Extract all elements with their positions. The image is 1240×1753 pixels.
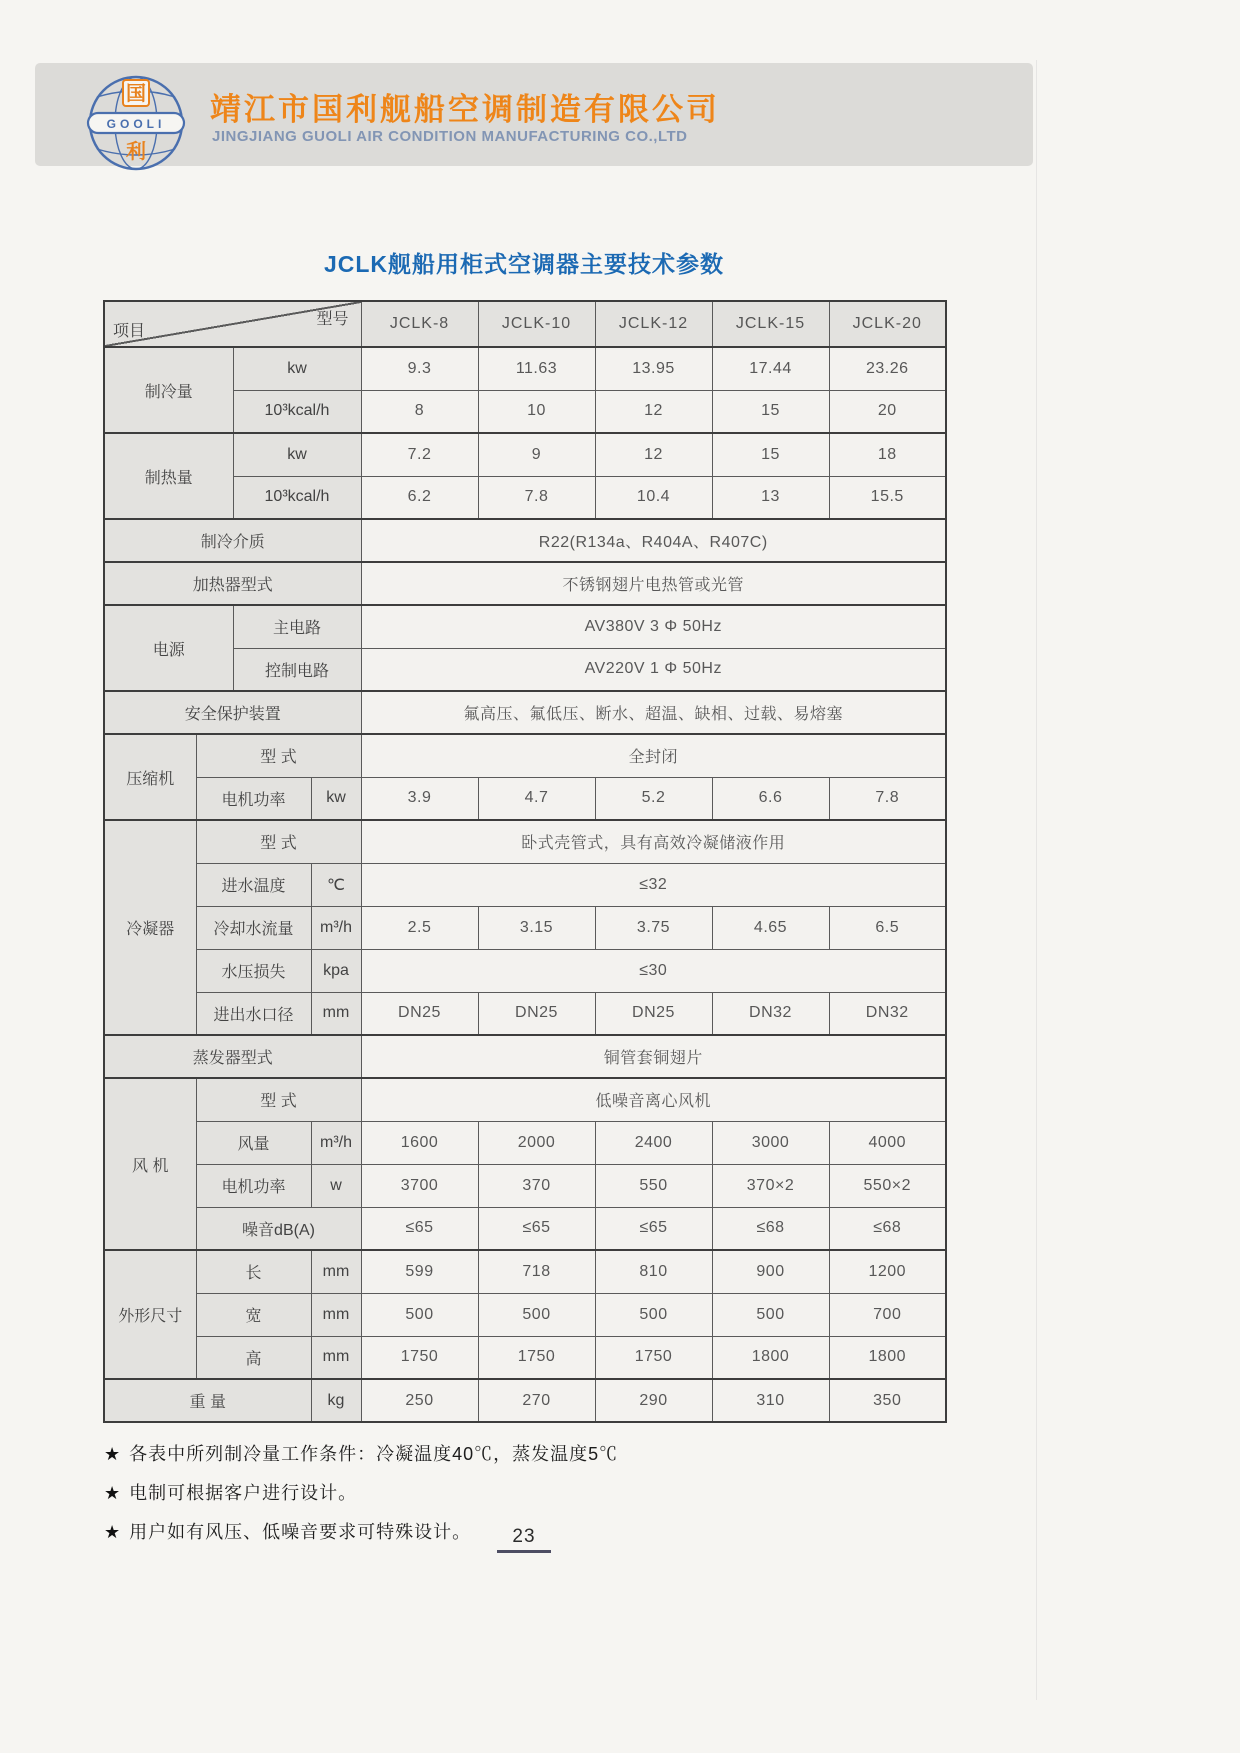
footnote-line [104,1479,618,1505]
unit-label: kw [233,433,361,476]
row-label-height: 高 [196,1336,311,1379]
footnote-text: 各表中所列制冷量工作条件：冷凝温度40℃，蒸发温度5℃ [129,1444,619,1464]
value-cell: 9.3 [361,347,478,390]
value-cell: 7.2 [361,433,478,476]
merged-value-cell: 全封闭 [361,734,946,777]
logo-bottom-character: 利 [126,141,146,163]
value-cell: 5.2 [595,777,712,820]
value-cell: DN25 [595,992,712,1035]
row-label-heater: 加热器型式 [104,562,361,605]
group-label-dimensions: 外形尺寸 [104,1250,196,1379]
row-height [104,1336,946,1379]
value-cell: 6.6 [712,777,829,820]
corner-cell [104,301,361,347]
group-label-heating: 制热量 [104,433,233,519]
value-cell: 1750 [595,1336,712,1379]
row-label-type: 型 式 [196,820,361,863]
value-cell: 8 [361,390,478,433]
value-cell: 15 [712,390,829,433]
value-cell: 6.2 [361,476,478,519]
row-weight [104,1379,946,1422]
value-cell: 500 [712,1293,829,1336]
value-cell: 3.9 [361,777,478,820]
value-cell: 500 [595,1293,712,1336]
value-cell: 2.5 [361,906,478,949]
model-header: JCLK-10 [478,301,595,347]
value-cell: 500 [361,1293,478,1336]
value-cell: 718 [478,1250,595,1293]
value-cell: 350 [829,1379,946,1422]
value-cell: 15.5 [829,476,946,519]
value-cell: 1800 [829,1336,946,1379]
row-label-safety: 安全保护装置 [104,691,361,734]
value-cell: ≤65 [595,1207,712,1250]
corner-label-item: 项目 [113,323,146,340]
group-label-cooling: 制冷量 [104,347,233,433]
unit-label: m³/h [311,1121,361,1164]
value-cell: 1750 [478,1336,595,1379]
row-evaporator [104,1035,946,1078]
table-header-row [104,301,946,347]
value-cell: 13 [712,476,829,519]
row-label-pressure-loss: 水压损失 [196,949,311,992]
star-icon: ★ [104,1444,122,1464]
row-refrigerant [104,519,946,562]
row-cooling-kw [104,347,946,390]
merged-value-cell: 氟高压、氟低压、断水、超温、缺相、过载、易熔塞 [361,691,946,734]
row-compressor-power [104,777,946,820]
value-cell: 13.95 [595,347,712,390]
unit-label: 10³kcal/h [233,390,361,433]
row-label-type: 型 式 [196,1078,361,1121]
footnote-text: 用户如有风压、低噪音要求可特殊设计。 [129,1522,472,1542]
value-cell: 270 [478,1379,595,1422]
value-cell: 310 [712,1379,829,1422]
value-cell: 4.7 [478,777,595,820]
group-label-power: 电源 [104,605,233,691]
value-cell: 500 [478,1293,595,1336]
row-label-motor-power: 电机功率 [196,777,311,820]
merged-value-cell: AV220V 1 Φ 50Hz [361,648,946,691]
merged-value-cell: 不锈钢翅片电热管或光管 [361,562,946,605]
value-cell: 4.65 [712,906,829,949]
row-label-length: 长 [196,1250,311,1293]
row-inlet-temp [104,863,946,906]
row-noise [104,1207,946,1250]
merged-value-cell: 铜管套铜翅片 [361,1035,946,1078]
unit-label: kg [311,1379,361,1422]
merged-value-cell: ≤32 [361,863,946,906]
value-cell: 810 [595,1250,712,1293]
value-cell: 3.75 [595,906,712,949]
value-cell: ≤68 [712,1207,829,1250]
value-cell: 550 [595,1164,712,1207]
value-cell: 700 [829,1293,946,1336]
value-cell: DN25 [478,992,595,1035]
value-cell: 18 [829,433,946,476]
group-label-condenser: 冷凝器 [104,820,196,1035]
value-cell: 10.4 [595,476,712,519]
unit-label: kw [233,347,361,390]
row-label-noise: 噪音dB(A) [196,1207,361,1250]
value-cell: DN32 [712,992,829,1035]
value-cell: 7.8 [478,476,595,519]
row-label-type: 型 式 [196,734,361,777]
row-power-main [104,605,946,648]
value-cell: 3700 [361,1164,478,1207]
merged-value-cell: R22(R134a、R404A、R407C) [361,519,946,562]
unit-label: mm [311,1336,361,1379]
value-cell: 370 [478,1164,595,1207]
unit-label: m³/h [311,906,361,949]
page-number: 23 [497,1526,550,1553]
company-name-chinese: 靖江市国利舰船空调制造有限公司 [210,92,720,127]
row-heating-kw [104,433,946,476]
logo-band-text: GOOLI [106,117,166,131]
row-length [104,1250,946,1293]
unit-label: mm [311,1250,361,1293]
row-label-inlet-temp: 进水温度 [196,863,311,906]
corner-label-model: 型号 [316,311,349,328]
row-label-weight: 重 量 [104,1379,311,1422]
row-fan-type [104,1078,946,1121]
page-title: JCLK舰船用柜式空调器主要技术参数 [323,251,725,277]
row-label-evaporator: 蒸发器型式 [104,1035,361,1078]
value-cell: 12 [595,433,712,476]
unit-label: w [311,1164,361,1207]
value-cell: 9 [478,433,595,476]
unit-label: kpa [311,949,361,992]
row-compressor-type [104,734,946,777]
value-cell: 10 [478,390,595,433]
merged-value-cell: ≤30 [361,949,946,992]
model-header: JCLK-15 [712,301,829,347]
row-label-refrigerant: 制冷介质 [104,519,361,562]
row-water-flow [104,906,946,949]
unit-label: kw [311,777,361,820]
value-cell: ≤65 [361,1207,478,1250]
page-number-container [103,1526,945,1553]
value-cell: 250 [361,1379,478,1422]
value-cell: 370×2 [712,1164,829,1207]
value-cell: ≤68 [829,1207,946,1250]
value-cell: 3000 [712,1121,829,1164]
value-cell: 1800 [712,1336,829,1379]
value-cell: 3.15 [478,906,595,949]
row-safety [104,691,946,734]
value-cell: 290 [595,1379,712,1422]
company-name-english: JINGJIANG GUOLI AIR CONDITION MANUFACTURING CO.,LTD [212,128,688,145]
value-cell: 900 [712,1250,829,1293]
company-logo [85,70,187,174]
value-cell: 20 [829,390,946,433]
value-cell: 15 [712,433,829,476]
merged-value-cell: AV380V 3 Φ 50Hz [361,605,946,648]
row-fan-motor-power [104,1164,946,1207]
row-pipe-diameter [104,992,946,1035]
row-label-motor-power: 电机功率 [196,1164,311,1207]
row-label-control-circuit: 控制电路 [233,648,361,691]
model-header: JCLK-8 [361,301,478,347]
merged-value-cell: 低噪音离心风机 [361,1078,946,1121]
value-cell: 23.26 [829,347,946,390]
value-cell: 2400 [595,1121,712,1164]
model-header: JCLK-20 [829,301,946,347]
spec-table [103,300,947,1423]
star-icon: ★ [104,1522,122,1542]
footnote-text: 电制可根据客户进行设计。 [129,1483,358,1503]
row-airflow [104,1121,946,1164]
group-label-fan: 风 机 [104,1078,196,1250]
star-icon: ★ [104,1483,122,1503]
row-label-main-circuit: 主电路 [233,605,361,648]
row-label-width: 宽 [196,1293,311,1336]
value-cell: 550×2 [829,1164,946,1207]
value-cell: 17.44 [712,347,829,390]
value-cell: 6.5 [829,906,946,949]
group-label-compressor: 压缩机 [104,734,196,820]
row-label-airflow: 风量 [196,1121,311,1164]
merged-value-cell: 卧式壳管式，具有高效冷凝储液作用 [361,820,946,863]
value-cell: 4000 [829,1121,946,1164]
value-cell: ≤65 [478,1207,595,1250]
unit-label: ℃ [311,863,361,906]
value-cell: 11.63 [478,347,595,390]
value-cell: 12 [595,390,712,433]
footnote-line [104,1440,618,1466]
value-cell: 7.8 [829,777,946,820]
row-pressure-loss [104,949,946,992]
unit-label: 10³kcal/h [233,476,361,519]
value-cell: DN32 [829,992,946,1035]
scan-edge-line [1036,60,1037,1700]
value-cell: 1200 [829,1250,946,1293]
value-cell: 1750 [361,1336,478,1379]
value-cell: 2000 [478,1121,595,1164]
row-width [104,1293,946,1336]
value-cell: 599 [361,1250,478,1293]
value-cell: 1600 [361,1121,478,1164]
unit-label: mm [311,992,361,1035]
value-cell: DN25 [361,992,478,1035]
row-label-pipe-diameter: 进出水口径 [196,992,311,1035]
row-label-water-flow: 冷却水流量 [196,906,311,949]
row-heater-type [104,562,946,605]
row-condenser-type [104,820,946,863]
logo-top-character: 国 [126,83,146,105]
model-header: JCLK-12 [595,301,712,347]
unit-label: mm [311,1293,361,1336]
